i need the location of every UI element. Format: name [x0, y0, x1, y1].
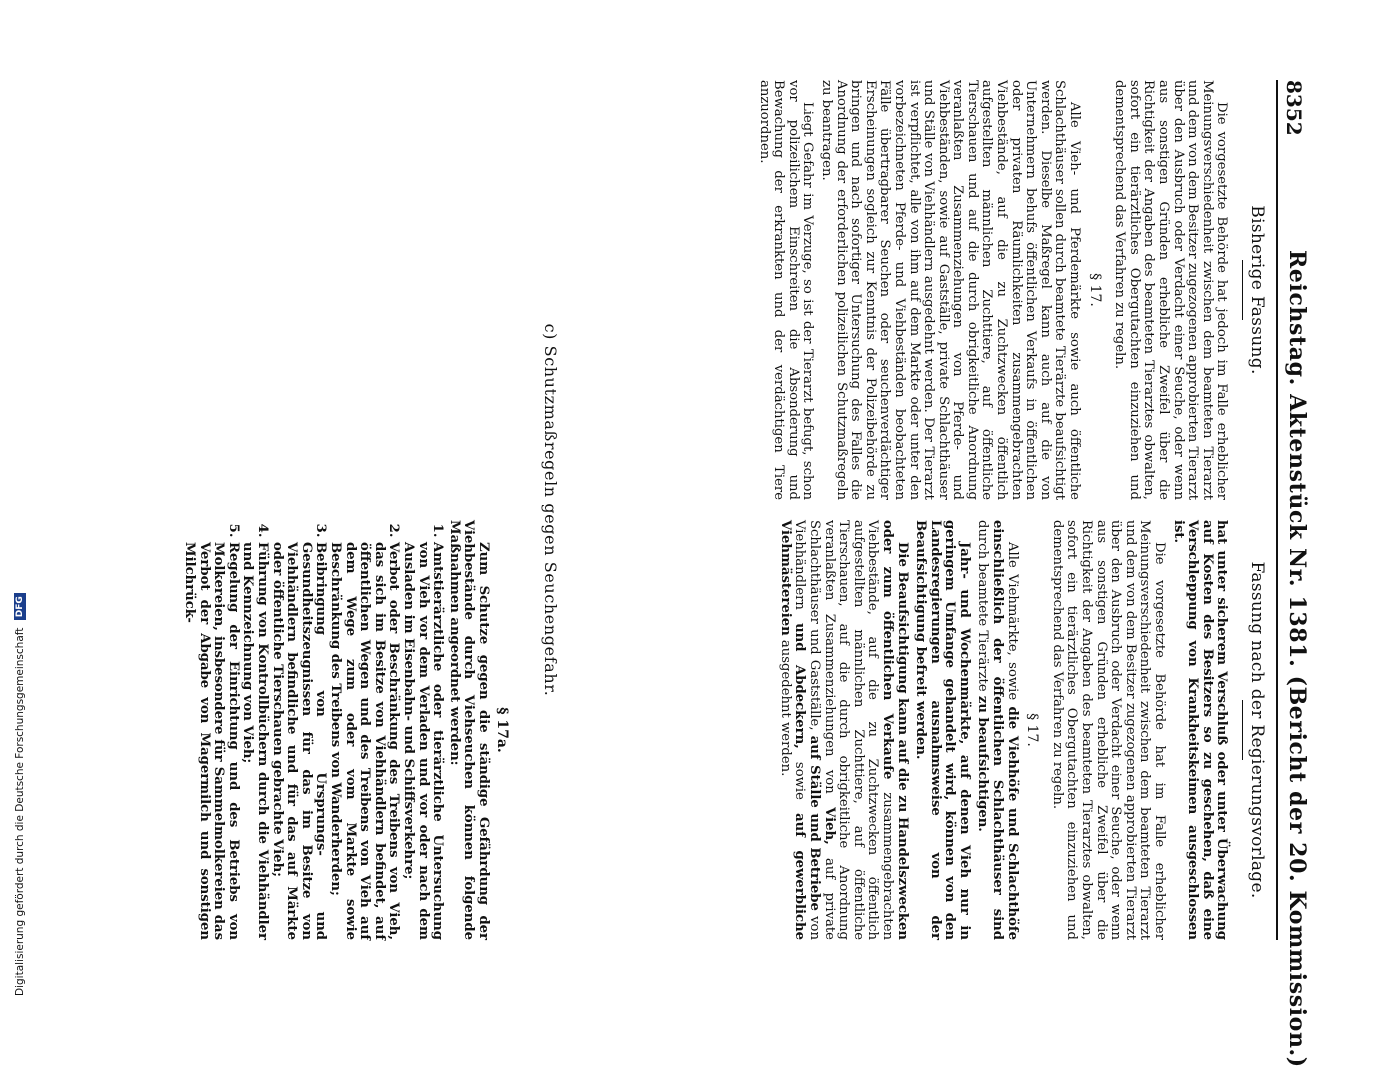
- text-run-bold: Die Beaufsichtigung kann auf die zu Handelszwecken oder zum öffentlichen Verkaufe: [879, 520, 910, 940]
- paragraph-bold: hat unter sicherem Verschluß oder unter Überwachung auf Kosten des Besitzers so zu geschehen, daß eine Verschleppung von Krankheitskeimen ausgeschlossen ist.: [1170, 520, 1230, 940]
- text-run-bold: auf Ställe und Betriebe: [806, 735, 822, 911]
- column-previous-version: [752, 80, 1267, 500]
- measures-list: [182, 520, 445, 940]
- paragraph: [777, 520, 908, 940]
- digitization-credit: [14, 593, 26, 996]
- list-item: 2. Verbot oder Beschränkung des Treibens von Vieh, das sich im Besitze von Viehhändlern befindet, auf öffentlichen Wegen und des Treibens von Vieh auf dem Wege zum oder vom Markte sowie Beschränkung des Treibens von Wanderherden;: [327, 542, 400, 940]
- list-item: 4. Führung von Kontrollbüchern durch die Viehhändler und Kennzeichnung von Vieh;: [240, 542, 269, 940]
- paragraph: Alle Vieh- und Pferdemärkte sowie auch öffentliche Schlachthäuser sollen durch beamtete Tierärzte beaufsichtigt werden. Dieselbe Maßregel kann auch auf die von Unternehmern behufs öffentlichen Verkaufs in öffentlichen oder privaten Räumlichkeiten zusammengebrachten Viehbestände, auf die zu Zuchtzwecken öffentlich aufgestellten männlichen Zuchttiere, auf öffentliche Tierschauen und auf die durch obrigkeitliche Anordnung veranlaßten Zusammenziehungen von Pferde- und Viehbeständen, sowie auf Gastställe, private Schlachthäuser und Ställe von Viehhändlern ausgedehnt werden. Der Tierarzt ist verpflichtet, alle von ihm auf dem Markte oder unter den vorbezeichneten Pferde- und Viehbeständen beobachteten Fälle übertragbarer Seuchen oder seuchenverdächtiger Erscheinungen sogleich zur Kenntnis der Polizeibehörde zu bringen und nach sofortiger Untersuchung des Falles die Anordnung der erforderlichen polizeilichen Schutzmaßregeln zu beantragen.: [818, 80, 1083, 500]
- list-item: 3. Beibringung von Ursprungs- und Gesundheitszeugnissen für das im Besitze von Viehhändlern befindliche und für das auf Märkte oder öffentliche Tierschauen gebrachte Vieh;: [269, 542, 327, 940]
- page-header: [1278, 80, 1310, 1068]
- column-title-previous: Bisherige Fassung.: [1247, 205, 1267, 375]
- credit-text: Digitalisierung gefördert durch die Deutsche Forschungsgemeinschaft: [14, 627, 26, 996]
- column-title-draft: Fassung nach der Regierungsvorlage.: [1247, 561, 1267, 899]
- list-item: 5. Regelung der Einrichtung und des Betriebs von Molkereien, insbesondere für Sammelmolkereien das Verbot der Abgabe von Magermilch und sonstigen Milchrück-: [182, 542, 240, 940]
- text-run: auf private Schlachthäuser und Gastställe,: [806, 520, 837, 940]
- dfg-logo: DFG: [14, 593, 26, 620]
- document-header: Reichstag. Aktenstück Nr. 1381. (Bericht der 20. Kommission.): [1284, 250, 1310, 1068]
- text-run: Alle Viehmärkte, sowie: [1004, 542, 1020, 707]
- section-heading: § 17.: [1086, 273, 1103, 307]
- section-17a-body: [182, 520, 490, 940]
- header-rule: [1276, 80, 1278, 940]
- title-underline: [1242, 260, 1243, 320]
- page-number: 8352: [1282, 80, 1306, 136]
- paragraph-bold: Jahr- und Wochenmärkte, auf denen Vieh nur in geringem Umfange gehandelt wird, können von den Landesregierungen ausnahmsweise von der Beaufsichtigung befreit werden.: [913, 520, 972, 940]
- text-run-bold: und Abdeckern,: [792, 623, 808, 749]
- list-item: 1. Amtstierärztliche oder tierärztliche Untersuchung von Vieh vor dem Verladen und vor oder nach dem Ausladen im Eisenbahn- und Schiffsverkehre;: [400, 542, 444, 940]
- text-run: von Viehhändlern: [792, 520, 822, 940]
- subheading: c) Schutzmaßregeln gegen Seuchengefahr.: [541, 323, 560, 697]
- text-run-bold: die Viehhöfe und Schlachthöfe einschließlich der öffentlichen Schlachthäuser sind: [990, 520, 1020, 940]
- text-run: ausgedehnt werden.: [777, 635, 793, 777]
- text-run: sowie: [792, 748, 808, 814]
- text-run-bold: zu beaufsichtigen.: [975, 695, 991, 832]
- title-underline: [1242, 700, 1243, 760]
- paragraph: Liegt Gefahr im Verzuge, so ist der Tierarzt befugt, schon vor polizeilichem Einschreiten die Absonderung und Bewachung der erkrankten und der verdächtigen Tiere anzuordnen.: [756, 80, 816, 500]
- text-run: zusammengebrachten Viehbestände, auf die zu Zuchtzwecken öffentlich aufgestellten männlichen Zuchttiere, auf öffentliche Tierschauen, auf die durch obrigkeitliche Anordnung veranlaßten Zusammenziehungen von: [821, 520, 895, 940]
- paragraph: Die vorgesetzte Behörde hat jedoch im Falle erheblicher Meinungsverschiedenheit zwischen dem beamteten Tierarzt und dem von dem Besitzer zugezogenen approbierten Tierarzt über den Ausbruch oder Verdacht einer Seuche, oder wenn aus sonstigen Gründen erhebliche Zweifel über die Richtigkeit der Angaben des beamteten Tierarztes obwalten, sofort ein tierärztliches Obergutachten einzuziehen und dementsprechend das Verfahren zu regeln.: [1112, 80, 1230, 500]
- section-heading: § 17a.: [494, 707, 510, 753]
- paragraph: [975, 520, 1019, 940]
- paragraph: Die vorgesetzte Behörde hat im Falle erheblicher Meinungsverschiedenheit zwischen dem beamteten Tierarzt und dem von dem Besitzer zugezogenen approbierten Tierarzt über den Ausbruch oder Verdacht einer Seuche, oder wenn aus sonstigen Gründen erhebliche Zweifel über die Richtigkeit der Angaben des beamteten Tierarztes obwalten, sofort ein tierärztliches Obergutachten einzuziehen und dementsprechend das Verfahren zu regeln.: [1049, 520, 1168, 940]
- section-heading: § 17.: [1024, 713, 1041, 747]
- column-government-draft: [773, 520, 1267, 941]
- document-page: [70, 80, 1310, 1068]
- text-run-bold: auf gewerbliche Viehmästereien: [777, 520, 808, 941]
- text-run-bold: Vieh,: [821, 807, 837, 845]
- text-run: durch beamtete Tierärzte: [975, 520, 991, 696]
- paragraph-bold: Zum Schutze gegen die ständige Gefährdung der Viehbestände durch Viehseuchen können folgende Maßnahmen angeordnet werden:: [446, 520, 491, 940]
